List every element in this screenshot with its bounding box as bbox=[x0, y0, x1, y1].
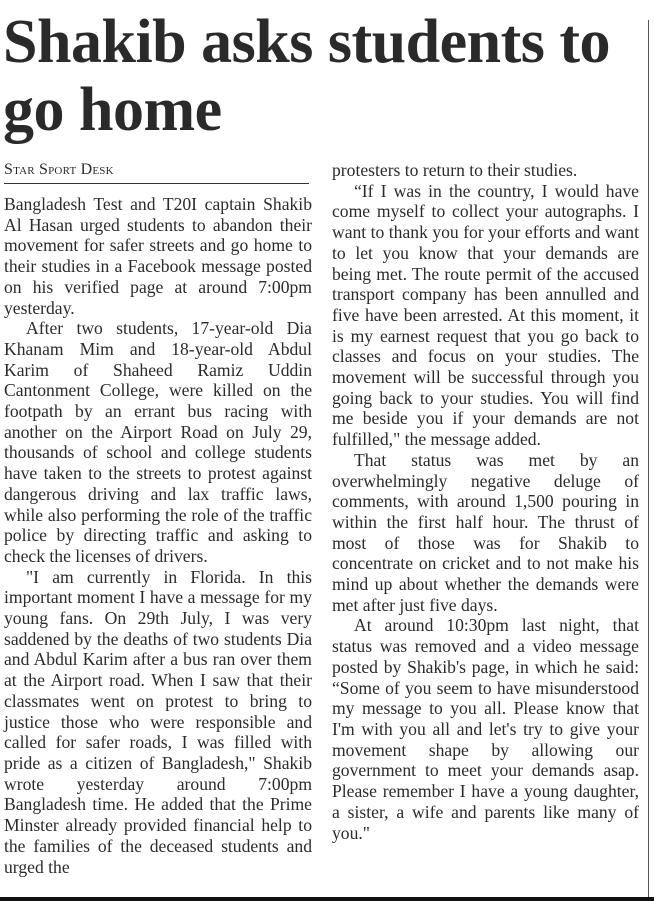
paragraph: protesters to return to their studies. bbox=[332, 160, 578, 180]
paragraph: After two students, 17-year-old Dia Khanam Mim and 18-year-old Abdul Karim of Shaheed Ramiz Uddin Cantonment College, were killed on the footpath by an errant bus racing with another on the Airport Road on July 29, thousands of school and college students have taken to the streets to protest against dangerous driving and lax traffic laws, while also performing the role of the traffic police by directing traffic and asking to check the licenses of drivers. bbox=[4, 318, 312, 566]
headline: Shakib asks students to go home bbox=[3, 8, 611, 144]
paragraph: “If I was in the country, I would have come myself to collect your autographs. I want to thank you for your efforts and want to let you know that your demands are being met. The route permit of the accused transport company has been annulled and five have been arrested. At this moment, it is my earnest request that you go back to classes and focus on your studies. The movement will be successful through you going back to your studies. You will find me beside you if your demands are not fulfilled," the message added. bbox=[332, 180, 639, 450]
article-column-left bbox=[4, 160, 312, 877]
paragraph: That status was met by an overwhelmingly negative deluge of comments, with around 1,500 pouring in within the first half hour. The thrust of most of those was for Shakib to concentrate on cricket and to not make his mind up about whether the demands were met after just five days. bbox=[332, 449, 639, 615]
paragraph: Bangladesh Test and T20I captain Shakib Al Hasan urged students to abandon their movement for safer streets and go home to their studies in a Facebook message posted on his verified page at around 7:00pm yesterday. bbox=[4, 194, 312, 318]
bottom-border bbox=[0, 897, 654, 901]
byline: Star Sport Desk bbox=[4, 160, 309, 184]
paragraph: "I am currently in Florida. In this important moment I have a message for my young fans. On 29th July, I was very saddened by the deaths of two students Dia and Abdul Karim after a bus ran over them at the Airport road. When I saw that their classmates went on protest to bring to justice those who were responsible and called for safer roads, I was filled with pride as a citizen of Bangladesh," Shakib wrote yesterday around 7:00pm Bangladesh time. He added that the Prime Minster already provided financial help to the families of the deceased students and urged the bbox=[4, 566, 312, 877]
column-divider bbox=[648, 20, 649, 897]
paragraph: At around 10:30pm last night, that status was removed and a video message posted by Shakib's page, in which he said: “Some of you seem to have misunderstood my message to you all. Please know that I'm with you all and let's try to give your movement shape by allowing our government to meet your demands asap. Please remember I have a young daughter, a sister, a wife and parents like many of you." bbox=[332, 615, 639, 843]
article-column-right bbox=[332, 160, 639, 843]
